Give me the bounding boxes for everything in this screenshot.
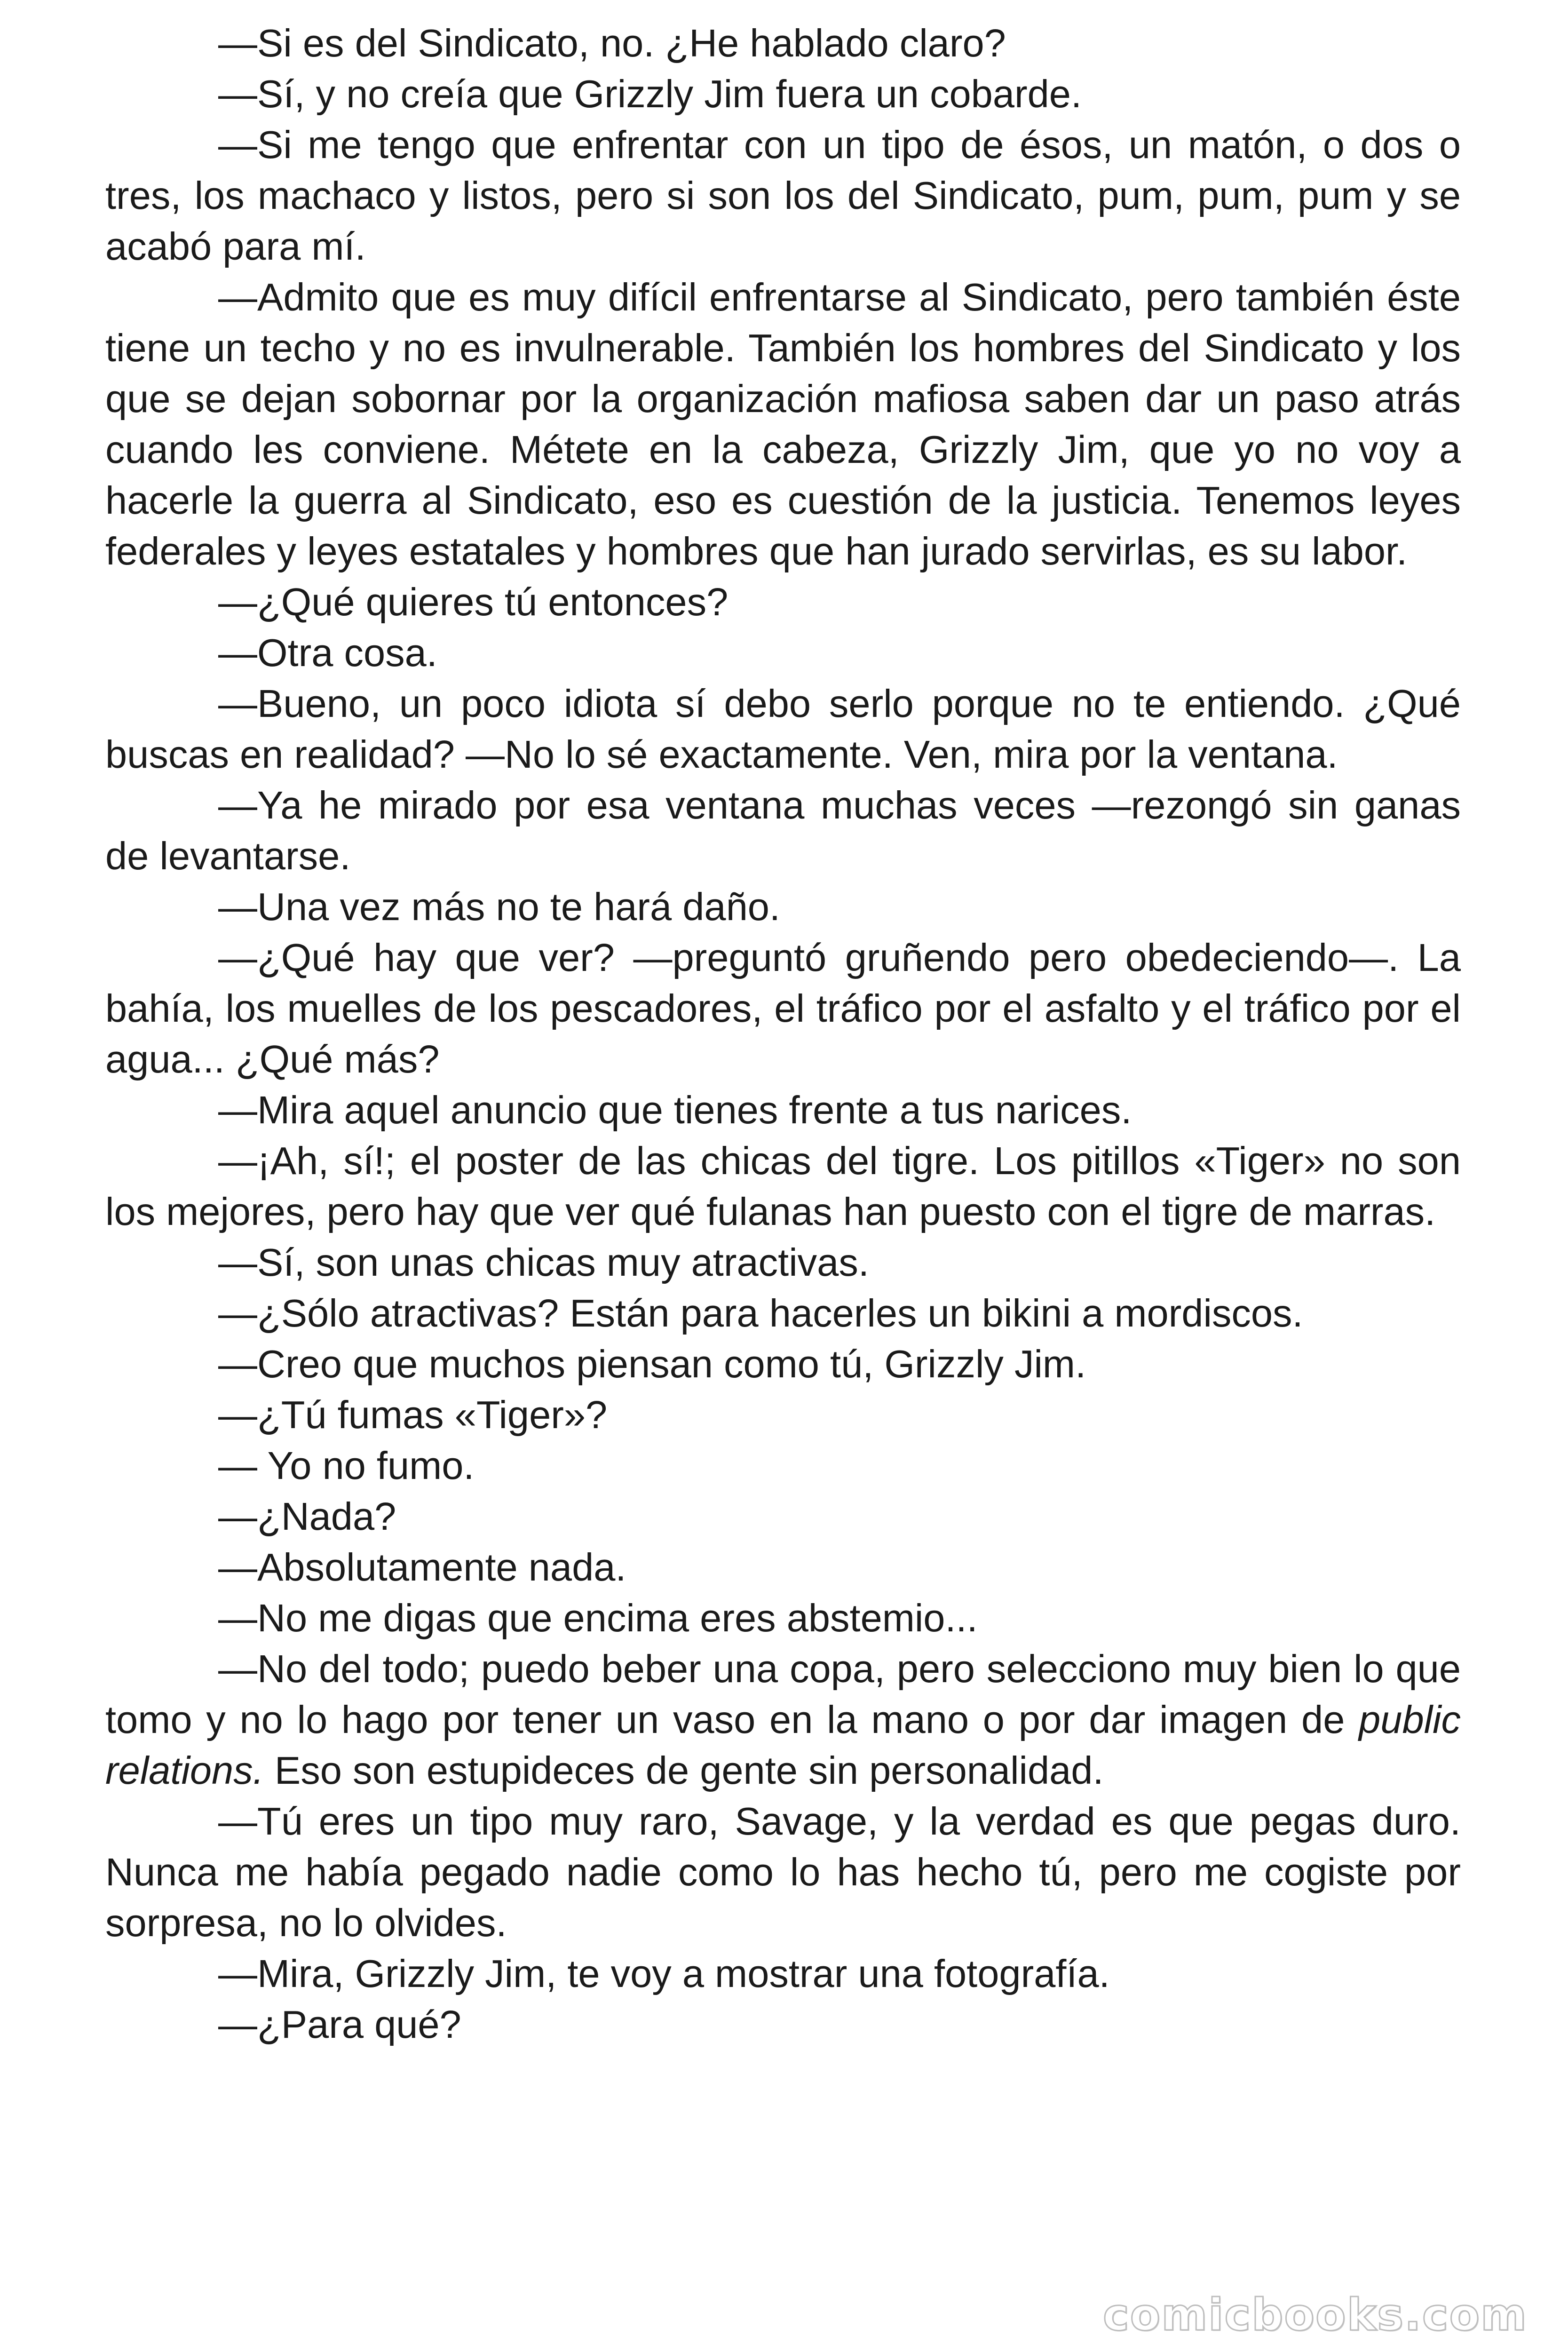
text-segment: —¡Ah, sí!; el poster de las chicas del tigre. Los pitillos «Tiger» no son los mejores, pero hay que ver qué fulanas han puesto con el tigre de marras. (105, 1139, 1461, 1233)
page-text (105, 18, 1461, 2050)
text-segment: —Creo que muchos piensan como tú, Grizzly Jim. (218, 1342, 1086, 1386)
watermark: comicbooks.com (1102, 2289, 1528, 2341)
text-segment: —Si es del Sindicato, no. ¿He hablado claro? (218, 21, 1006, 65)
text-segment: —Sí, son unas chicas muy atractivas. (218, 1240, 869, 1284)
paragraph (105, 1136, 1461, 1237)
paragraph (105, 1593, 1461, 1644)
text-segment: —Una vez más no te hará daño. (218, 885, 780, 929)
paragraph (105, 1339, 1461, 1390)
text-segment: —Absolutamente nada. (218, 1545, 626, 1589)
text-segment: —¿Nada? (218, 1494, 396, 1538)
text-segment: — Yo no fumo. (218, 1444, 475, 1487)
paragraph (105, 18, 1461, 69)
text-segment: —¿Sólo atractivas? Están para hacerles un bikini a mordiscos. (218, 1291, 1303, 1335)
text-segment: —No del todo; puedo beber una copa, pero selecciono muy bien lo que tomo y no lo hago por tener un vaso en la mano o por dar imagen de (105, 1647, 1461, 1741)
text-segment: —¿Qué quieres tú entonces? (218, 580, 729, 624)
paragraph (105, 69, 1461, 119)
paragraph (105, 1542, 1461, 1593)
text-segment: —Si me tengo que enfrentar con un tipo de ésos, un matón, o dos o tres, los machaco y listos, pero si son los del Sindicato, pum, pum, pum y se acabó para mí. (105, 123, 1461, 268)
paragraph (105, 1644, 1461, 1796)
paragraph (105, 577, 1461, 628)
paragraph (105, 780, 1461, 882)
paragraph (105, 1390, 1461, 1440)
text-segment: —Tú eres un tipo muy raro, Savage, y la verdad es que pegas duro. Nunca me había pegado nadie como lo has hecho tú, pero me cogiste por sorpresa, no lo olvides. (105, 1799, 1461, 1945)
text-segment: Eso son estupideces de gente sin personalidad. (263, 1748, 1104, 1792)
paragraph (105, 272, 1461, 577)
text-segment: —¿Tú fumas «Tiger»? (218, 1393, 608, 1437)
italic-text: public relations. (105, 1698, 1461, 1792)
paragraph (105, 882, 1461, 932)
paragraph (105, 1085, 1461, 1136)
paragraph (105, 678, 1461, 780)
paragraph (105, 1440, 1461, 1491)
text-segment: —Bueno, un poco idiota sí debo serlo porque no te entiendo. ¿Qué buscas en realidad? —No lo sé exactamente. Ven, mira por la ventana. (105, 682, 1461, 776)
paragraph (105, 1948, 1461, 1999)
paragraph (105, 1288, 1461, 1339)
text-segment: —¿Para qué? (218, 2002, 461, 2046)
paragraph (105, 119, 1461, 272)
paragraph (105, 1796, 1461, 1948)
text-segment: —Ya he mirado por esa ventana muchas veces —rezongó sin ganas de levantarse. (105, 783, 1461, 878)
text-segment: —Mira aquel anuncio que tienes frente a tus narices. (218, 1088, 1132, 1132)
paragraph (105, 1999, 1461, 2050)
text-segment: —Admito que es muy difícil enfrentarse al Sindicato, pero también éste tiene un techo y no es invulnerable. También los hombres del Sindicato y los que se dejan sobornar por la organización mafiosa saben dar un paso atrás cuando les conviene. Métete en la cabeza, Grizzly Jim, que yo no voy a hacerle la guerra al Sindicato, eso es cuestión de la justicia. Tenemos leyes federales y leyes estatales y hombres que han jurado servirlas, es su labor. (105, 275, 1461, 573)
text-segment: —No me digas que encima eres abstemio... (218, 1596, 978, 1640)
text-segment: —Sí, y no creía que Grizzly Jim fuera un cobarde. (218, 72, 1082, 116)
paragraph (105, 628, 1461, 678)
paragraph (105, 1491, 1461, 1542)
text-segment: —Mira, Grizzly Jim, te voy a mostrar una fotografía. (218, 1952, 1110, 1995)
paragraph (105, 1237, 1461, 1288)
text-segment: —¿Qué hay que ver? —preguntó gruñendo pero obedeciendo—. La bahía, los muelles de los pescadores, el tráfico por el asfalto y el tráfico por el agua... ¿Qué más? (105, 936, 1461, 1081)
text-segment: —Otra cosa. (218, 631, 437, 675)
paragraph (105, 932, 1461, 1085)
